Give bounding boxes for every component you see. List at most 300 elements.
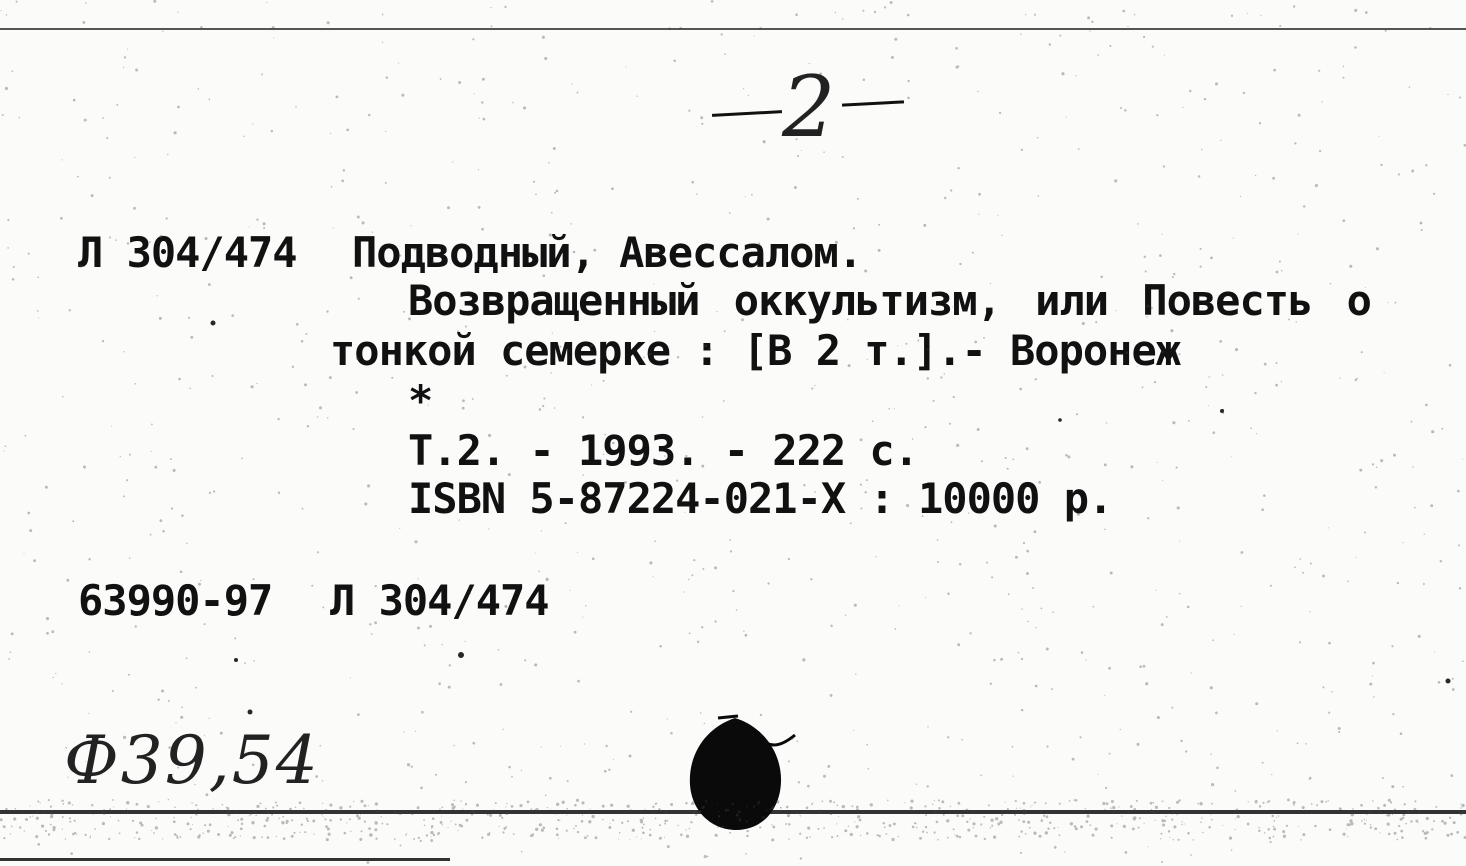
scan-speck <box>1110 807 1112 809</box>
scan-speck <box>1383 804 1386 807</box>
scan-speck <box>1262 802 1264 804</box>
scan-speck <box>286 820 289 823</box>
scan-speck <box>505 807 506 808</box>
scan-speck <box>1143 36 1145 38</box>
scan-speck <box>1421 229 1423 231</box>
scan-speck <box>1412 466 1414 468</box>
scan-speck <box>464 641 465 642</box>
scan-speck <box>685 829 686 830</box>
scan-speck <box>427 835 428 836</box>
scan-speck <box>649 834 652 837</box>
scan-speck <box>29 529 32 532</box>
scan-speck <box>771 824 772 825</box>
scan-speck <box>959 263 961 265</box>
scan-speck <box>1005 457 1007 459</box>
scan-speck <box>231 314 234 317</box>
scan-speck <box>771 838 774 841</box>
scan-speck <box>256 805 259 808</box>
scan-speck <box>1173 273 1175 275</box>
scan-speck <box>1400 818 1403 821</box>
scan-speck <box>524 659 526 661</box>
scan-speck <box>560 746 561 747</box>
scan-speck <box>414 540 417 543</box>
scan-speck <box>1188 420 1190 422</box>
scan-speck <box>1267 801 1269 803</box>
scan-speck <box>1106 802 1109 805</box>
scan-speck <box>371 633 373 635</box>
scan-speck <box>1457 490 1460 493</box>
scan-speck <box>136 831 138 833</box>
scan-speck <box>179 836 181 838</box>
scan-speck <box>1261 15 1262 16</box>
scan-speck <box>556 833 559 836</box>
scan-speck <box>253 660 255 662</box>
scan-speck <box>1255 702 1258 705</box>
page-number: 2 <box>782 58 836 156</box>
scan-speck <box>508 766 511 769</box>
scan-speck <box>462 407 465 410</box>
scan-speck <box>327 417 329 419</box>
scan-speck <box>503 729 504 730</box>
scan-speck <box>890 1 893 4</box>
scan-speck <box>744 634 747 637</box>
scan-speck <box>13 817 16 820</box>
scan-speck <box>488 528 489 529</box>
scan-speck <box>1086 820 1089 823</box>
scan-speck <box>490 7 491 8</box>
scan-speck <box>1132 827 1135 830</box>
scan-speck <box>1164 820 1166 822</box>
scan-speck <box>178 378 181 381</box>
scan-speck <box>368 827 371 830</box>
scan-speck <box>602 819 603 820</box>
scan-speck <box>689 828 690 829</box>
scan-speck <box>157 698 159 700</box>
scan-speck <box>1166 616 1168 618</box>
scan-speck <box>670 803 673 806</box>
scan-speck <box>785 823 787 825</box>
scan-speck <box>788 760 790 762</box>
scan-speck <box>1277 730 1278 731</box>
scan-speck <box>460 825 463 828</box>
scan-speck <box>350 677 351 678</box>
scan-speck <box>256 219 258 221</box>
scan-speck <box>1273 820 1275 822</box>
scan-speck <box>1286 825 1287 826</box>
scan-speck <box>11 632 14 635</box>
scan-speck <box>690 821 692 823</box>
scan-speck <box>857 815 860 818</box>
scan-speck <box>584 743 585 744</box>
scan-speck <box>548 162 550 164</box>
scan-speck <box>751 194 753 196</box>
scan-speck <box>159 317 162 320</box>
scan-speck <box>1322 575 1325 578</box>
scan-speck <box>472 742 475 745</box>
scan-speck <box>831 836 833 838</box>
scan-speck <box>307 820 309 822</box>
scan-speck <box>1430 504 1433 507</box>
scan-speck <box>1318 70 1320 72</box>
scan-speck <box>3 825 5 827</box>
scan-speck <box>591 384 592 385</box>
scan-speck <box>729 832 731 834</box>
scan-speck <box>278 491 280 493</box>
scan-speck <box>1255 175 1256 176</box>
scan-speck <box>1001 820 1002 821</box>
scan-speck <box>190 828 192 830</box>
scan-speck <box>857 198 859 200</box>
scan-speck <box>958 802 961 805</box>
scan-speck <box>559 820 560 821</box>
scan-speck <box>1000 658 1003 661</box>
scan-speck <box>19 826 21 828</box>
scan-speck <box>868 768 870 770</box>
scan-speck <box>1347 581 1349 583</box>
scan-speck <box>746 830 748 832</box>
scan-speck <box>732 590 734 592</box>
scan-speck <box>69 817 71 819</box>
scan-speck <box>472 38 474 40</box>
scan-speck <box>135 625 137 627</box>
scan-speck <box>110 816 111 817</box>
scan-speck <box>382 14 384 16</box>
scan-speck <box>1299 641 1301 643</box>
scan-speck <box>842 805 845 808</box>
scan-speck <box>562 801 565 804</box>
scan-speck <box>119 832 121 834</box>
scan-speck <box>1374 827 1377 830</box>
scan-speck <box>1354 46 1357 49</box>
scan-speck <box>213 490 215 492</box>
scan-speck <box>265 819 268 822</box>
scan-speck <box>1255 800 1258 803</box>
scan-speck <box>1276 817 1277 818</box>
scan-speck <box>241 458 243 460</box>
scan-speck <box>1023 802 1026 805</box>
scan-speck <box>1018 819 1020 821</box>
scan-speck <box>1161 819 1164 822</box>
scan-speck <box>1314 825 1316 827</box>
scan-speck <box>424 825 426 827</box>
scan-speck <box>1049 43 1051 45</box>
scan-speck <box>11 70 13 72</box>
scan-speck <box>1204 98 1206 100</box>
scan-speck <box>521 770 522 771</box>
scan-speck <box>866 744 868 746</box>
scan-speck <box>1294 142 1296 144</box>
scan-speck <box>1456 831 1459 834</box>
scan-speck <box>1382 777 1384 779</box>
scan-speck <box>1309 777 1312 780</box>
scan-speck <box>956 66 959 69</box>
scan-speck <box>701 123 703 125</box>
scan-speck <box>1298 826 1299 827</box>
scan-speck <box>1078 148 1080 150</box>
scan-speck <box>1276 362 1278 364</box>
scan-speck <box>925 826 927 828</box>
scan-speck <box>60 217 63 220</box>
scan-speck <box>1268 801 1269 802</box>
scan-speck <box>192 824 193 825</box>
scan-speck <box>760 714 762 716</box>
scan-speck <box>364 820 366 822</box>
scan-speck <box>1109 45 1111 47</box>
scan-speck <box>754 35 755 36</box>
scan-speck <box>1411 421 1413 423</box>
scan-speck <box>368 114 370 116</box>
scan-speck <box>50 805 52 807</box>
scan-speck <box>1160 833 1162 835</box>
scan-speck <box>1045 802 1047 804</box>
scan-speck <box>240 835 241 836</box>
scan-speck <box>862 10 864 12</box>
scan-speck <box>369 833 372 836</box>
scan-speck <box>1027 621 1029 623</box>
scan-speck <box>1372 662 1375 665</box>
scan-speck <box>745 853 747 855</box>
scan-speck <box>1452 678 1454 680</box>
scan-speck <box>2 114 4 116</box>
scan-speck <box>350 831 351 832</box>
scan-speck <box>842 18 844 20</box>
scan-speck <box>582 416 584 418</box>
scan-speck <box>129 557 131 559</box>
scan-speck <box>912 826 915 829</box>
scan-speck <box>556 190 559 193</box>
scan-speck <box>924 805 926 807</box>
scan-speck <box>1005 802 1006 803</box>
scan-speck <box>1212 639 1214 641</box>
scan-speck <box>1349 265 1352 268</box>
scan-speck <box>1185 750 1187 752</box>
scan-speck <box>1199 802 1202 805</box>
scan-speck <box>1395 302 1397 304</box>
scan-speck <box>1359 469 1362 472</box>
scan-speck <box>654 540 656 542</box>
scan-speck <box>4 450 5 451</box>
scan-speck <box>702 416 703 417</box>
scan-speck <box>927 785 929 787</box>
scan-speck <box>1162 234 1163 235</box>
scan-speck <box>1074 825 1077 828</box>
scan-speck <box>1086 814 1089 817</box>
scan-speck <box>136 803 139 806</box>
scan-speck <box>1349 819 1352 822</box>
scan-speck <box>1059 834 1061 836</box>
scan-speck <box>255 815 257 817</box>
scan-speck <box>165 217 167 219</box>
scan-speck <box>1208 405 1209 406</box>
scan-speck <box>1145 682 1148 685</box>
scan-speck <box>181 706 183 708</box>
scan-speck <box>941 800 944 803</box>
scan-speck <box>1269 837 1272 840</box>
scan-speck <box>329 804 332 807</box>
scan-speck <box>878 249 881 252</box>
scan-speck <box>1114 179 1117 182</box>
scan-speck <box>266 2 267 3</box>
scan-speck <box>745 196 746 197</box>
scan-speck <box>180 570 183 573</box>
scan-speck <box>957 65 959 67</box>
scan-speck <box>481 101 483 103</box>
scan-speck <box>988 804 990 806</box>
scan-speck <box>1187 606 1190 609</box>
scan-speck <box>936 821 939 824</box>
scan-speck <box>1025 14 1026 15</box>
scan-speck <box>174 131 177 134</box>
scan-speck <box>253 836 256 839</box>
scan-speck <box>65 838 66 839</box>
scan-speck <box>688 579 690 581</box>
scan-speck <box>1165 816 1167 818</box>
scan-speck <box>1064 852 1065 853</box>
scan-speck <box>209 492 211 494</box>
scan-speck <box>1130 465 1133 468</box>
scan-speck <box>870 803 873 806</box>
scan-speck <box>759 801 761 803</box>
scan-speck <box>1022 820 1025 823</box>
scan-speck <box>506 375 508 377</box>
scan-speck <box>1133 816 1136 819</box>
scan-speck <box>1392 814 1393 815</box>
scan-speck <box>89 651 90 652</box>
scan-speck <box>322 780 323 781</box>
scan-speck <box>1187 832 1190 835</box>
scan-speck <box>361 830 363 832</box>
scan-speck <box>1321 101 1322 102</box>
scan-speck <box>1297 742 1299 744</box>
scan-speck <box>1447 94 1448 95</box>
scan-speck <box>1254 392 1256 394</box>
scan-speck <box>1155 590 1156 591</box>
scan-speck <box>1449 817 1451 819</box>
scan-speck <box>1271 815 1274 818</box>
scan-speck <box>1190 854 1192 856</box>
scan-speck <box>304 831 306 833</box>
scan-speck <box>364 502 367 505</box>
scan-speck <box>244 662 246 664</box>
scan-speck <box>69 309 71 311</box>
scan-speck <box>1179 541 1180 542</box>
scan-speck <box>1241 551 1244 554</box>
scan-speck <box>423 819 425 821</box>
scan-speck <box>636 96 637 97</box>
scan-speck <box>1385 30 1387 32</box>
scan-speck <box>916 827 918 829</box>
scan-speck <box>420 840 422 842</box>
scan-speck <box>1181 824 1182 825</box>
scan-speck <box>1144 823 1145 824</box>
scan-speck <box>398 63 399 64</box>
scan-speck <box>884 6 886 8</box>
scan-speck <box>53 677 54 678</box>
scan-speck <box>613 759 614 760</box>
scan-speck <box>587 835 589 837</box>
scan-speck <box>511 776 513 778</box>
scan-speck <box>23 553 24 554</box>
scan-speck <box>234 637 236 639</box>
scan-speck <box>207 830 210 833</box>
scan-speck <box>542 36 545 39</box>
scan-speck <box>513 833 515 835</box>
scan-speck <box>1054 846 1057 849</box>
scan-speck <box>16 1 18 3</box>
scan-speck <box>155 826 158 829</box>
scan-speck <box>1160 838 1161 839</box>
scan-speck <box>1361 351 1363 353</box>
scan-speck <box>1425 404 1428 407</box>
scan-speck <box>304 383 307 386</box>
scan-speck <box>763 140 766 143</box>
scan-speck <box>233 837 235 839</box>
scan-speck <box>554 192 556 194</box>
scan-speck <box>1325 801 1327 803</box>
scan-speck <box>263 825 266 828</box>
scan-speck <box>1366 820 1367 821</box>
scan-speck <box>267 836 270 839</box>
scan-speck <box>483 118 486 121</box>
scan-speck <box>807 827 810 830</box>
scan-speck <box>802 658 805 661</box>
scan-speck <box>997 823 1000 826</box>
scan-speck <box>1176 467 1178 469</box>
scan-speck <box>544 58 545 59</box>
scan-speck <box>1211 819 1213 821</box>
scan-speck <box>85 834 87 836</box>
scan-speck <box>502 831 504 833</box>
scan-speck <box>1397 839 1399 841</box>
scan-speck <box>1263 494 1266 497</box>
scan-speck <box>893 822 896 825</box>
scan-speck <box>261 836 263 838</box>
shelf-mark-repeat: Л 304/474 <box>330 576 549 625</box>
scan-speck <box>714 566 717 569</box>
scan-speck <box>487 833 490 836</box>
scan-speck <box>1273 828 1276 831</box>
scan-speck <box>1282 830 1285 833</box>
scan-speck <box>147 805 150 808</box>
scan-speck <box>418 837 420 839</box>
scan-speck <box>1248 801 1249 802</box>
scan-speck <box>176 837 178 839</box>
scan-speck <box>652 806 654 808</box>
scan-speck <box>134 157 135 158</box>
scan-speck <box>45 830 47 832</box>
scan-speck <box>37 310 39 312</box>
scan-speck <box>542 826 545 829</box>
scan-speck <box>1197 803 1199 805</box>
scan-speck <box>878 224 880 226</box>
scan-speck <box>1460 804 1461 805</box>
scan-speck <box>610 823 611 824</box>
scan-speck <box>1216 767 1219 770</box>
scan-speck <box>138 838 140 840</box>
scan-speck <box>1200 266 1202 268</box>
scan-speck <box>791 738 793 740</box>
scan-speck <box>969 818 970 819</box>
scan-speck <box>1021 658 1023 660</box>
scan-speck <box>123 495 125 497</box>
scan-speck <box>1356 378 1358 380</box>
scan-speck <box>1137 223 1139 225</box>
scan-speck <box>448 686 451 689</box>
scan-speck <box>588 820 591 823</box>
bottom-border-line <box>0 810 1466 814</box>
scan-speck <box>1279 25 1281 27</box>
scan-speck <box>1015 556 1018 559</box>
